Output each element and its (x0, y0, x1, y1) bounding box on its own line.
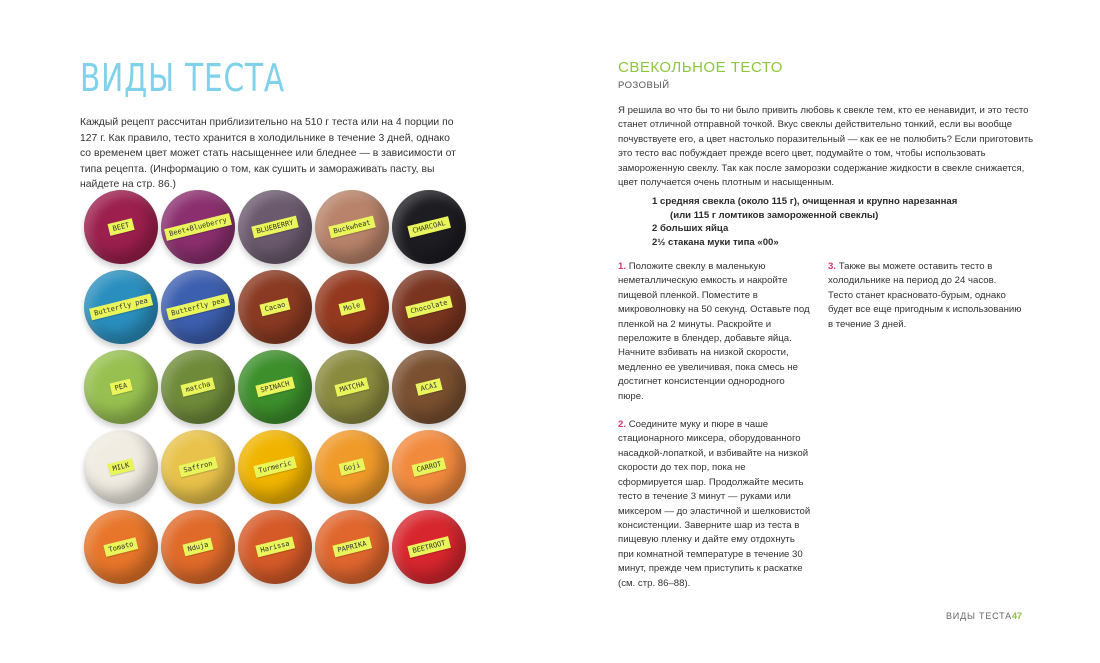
steps-column-2 (828, 260, 1022, 346)
dough-ball (84, 510, 158, 584)
dough-ball-label: PAPRIKA (332, 537, 371, 558)
step-1 (618, 260, 812, 404)
dough-ball-label: matcha (180, 377, 215, 397)
dough-ball-label: MATCHA (334, 377, 369, 397)
dough-ball-label: Cacao (259, 298, 290, 317)
steps-column-1 (618, 260, 812, 605)
dough-ball (315, 350, 389, 424)
step-number: 3. (828, 261, 837, 272)
dough-ball (238, 350, 312, 424)
dough-ball (84, 350, 158, 424)
dough-ball (315, 190, 389, 264)
dough-ball-label: BLUEBERRY (251, 216, 298, 239)
dough-ball (392, 430, 466, 504)
dough-ball-label: Butterfly pea (166, 294, 230, 321)
ingredient-item: 2½ стакана муки типа «00» (652, 236, 779, 248)
ingredient-item: 2 больших яйца (652, 223, 729, 235)
recipe-intro: Я решила во что бы то ни было привить любовь к свекле тем, кто ее ненавидит, и это тесто станет отличной отправной точкой. Вкус свеклы действительно тонкий, если вы вообще почувствуете его, а цвет настолько поразительный — как ее не полюбить? Если приготовить это тесто вас побуждает прежде всего цвет, подумайте о том, чтобы использовать замороженную свеклу. Так как после заморозки содержание жидкости в свекле снижается, цвет получается очень плотным и насыщенным. (618, 105, 1034, 189)
dough-ball-label: Harissa (255, 537, 294, 558)
dough-ball-label: PEA (110, 379, 133, 396)
dough-ball-label: Goji (338, 458, 365, 476)
dough-ball (161, 190, 235, 264)
dough-ball-label: Butterfly pea (89, 294, 153, 321)
pasta-dough-photo (80, 186, 464, 586)
dough-ball-label: Buckwheat (328, 216, 375, 239)
dough-ball (84, 430, 158, 504)
dough-ball (238, 190, 312, 264)
dough-ball-label: Turmeric (253, 456, 296, 478)
dough-ball-label: Beet+Blueberry (164, 213, 232, 241)
step-text: Положите свеклу в маленькую неметаллическую емкость и накройте пищевой пленкой. Поместите в микроволновку на 50 секунд. Оставьте под пленкой на 2 минуты. Раскройте и переложите в блендер, добавьте яйца. Начните взбивать на низкой скорости, медленно ее увеличивая, пока смесь не достигнет консистенции однородного пюре. (618, 261, 810, 402)
dough-ball (238, 270, 312, 344)
dough-ball-label: Saffron (178, 457, 217, 478)
step-text: Также вы можете оставить тесто в холодильнике на период до 24 часов. Тесто станет красновато-бурым, однако будет все еще пригодным к использованию в течение 3 дней. (828, 261, 1022, 330)
dough-ball-label: BEETROOT (407, 536, 450, 558)
dough-ball (315, 430, 389, 504)
dough-ball (238, 510, 312, 584)
dough-ball (84, 190, 158, 264)
recipe-title: СВЕКОЛЬНОЕ ТЕСТО (618, 59, 783, 76)
step-number: 2. (618, 419, 627, 431)
dough-ball-label: CARROT (411, 457, 446, 477)
dough-ball (392, 190, 466, 264)
left-intro-text: Каждый рецепт рассчитан приблизительно на 510 г теста или на 4 порции по 127 г. Как правило, тесто хранится в холодильнике в течение 3 дней, однако со временем цвет может стать насыщеннее или бледнее — в зависимости от типа рецепта. (Информацию о том, как сушить и замораживать пасту, вы найдете на стр. 86.) (80, 117, 456, 190)
dough-ball (84, 270, 158, 344)
dough-ball-label: MILK (107, 458, 134, 476)
dough-ball (315, 270, 389, 344)
dough-ball-label: Nduja (182, 538, 213, 557)
dough-ball-label: BEET (107, 218, 134, 236)
step-3 (828, 260, 1022, 332)
dough-ball-label: CHARCOAL (407, 216, 450, 238)
step-number: 1. (618, 261, 627, 272)
dough-ball-label: SPINACH (255, 377, 294, 398)
dough-ball (392, 510, 466, 584)
dough-ball (315, 510, 389, 584)
dough-ball (392, 350, 466, 424)
dough-ball (161, 270, 235, 344)
ingredient-item: 1 средняя свекла (около 115 г), очищенная и крупно нарезанная (652, 196, 958, 207)
dough-ball-label: Tomato (103, 537, 138, 557)
step-text: Соедините муку и пюре в чаше стационарного миксера, оборудованного насадкой-лопаткой, и взбивайте на низкой скорости до тех пор, пока не сформируется шар. Продолжайте месить тесто в течение 3 минут — руками или миксером — до эластичной и шелковистой консистенции. Заверните шар из теста в пищевую пленку и дайте ему отдохнуть при комнатной температуре в течение 30 минут, прежде чем приступить к раскатке (см. стр. 86–88). (618, 419, 811, 589)
running-footer: ВИДЫ ТЕСТА (946, 611, 1012, 621)
dough-ball-label: Mole (338, 298, 365, 316)
left-page-title: ВИДЫ ТЕСТА (80, 56, 285, 100)
dough-ball (161, 430, 235, 504)
dough-ball (392, 270, 466, 344)
step-2 (618, 418, 812, 591)
ingredient-item: (или 115 г ломтиков замороженной свеклы) (670, 209, 879, 221)
page-number: 47 (1012, 611, 1023, 621)
dough-ball-label: Chocolate (405, 296, 452, 319)
recipe-subtitle: РОЗОВЫЙ (618, 80, 670, 91)
dough-ball (238, 430, 312, 504)
dough-ball (161, 350, 235, 424)
ingredients-list (652, 195, 992, 249)
dough-ball-label: ACAI (415, 378, 442, 396)
dough-ball (161, 510, 235, 584)
